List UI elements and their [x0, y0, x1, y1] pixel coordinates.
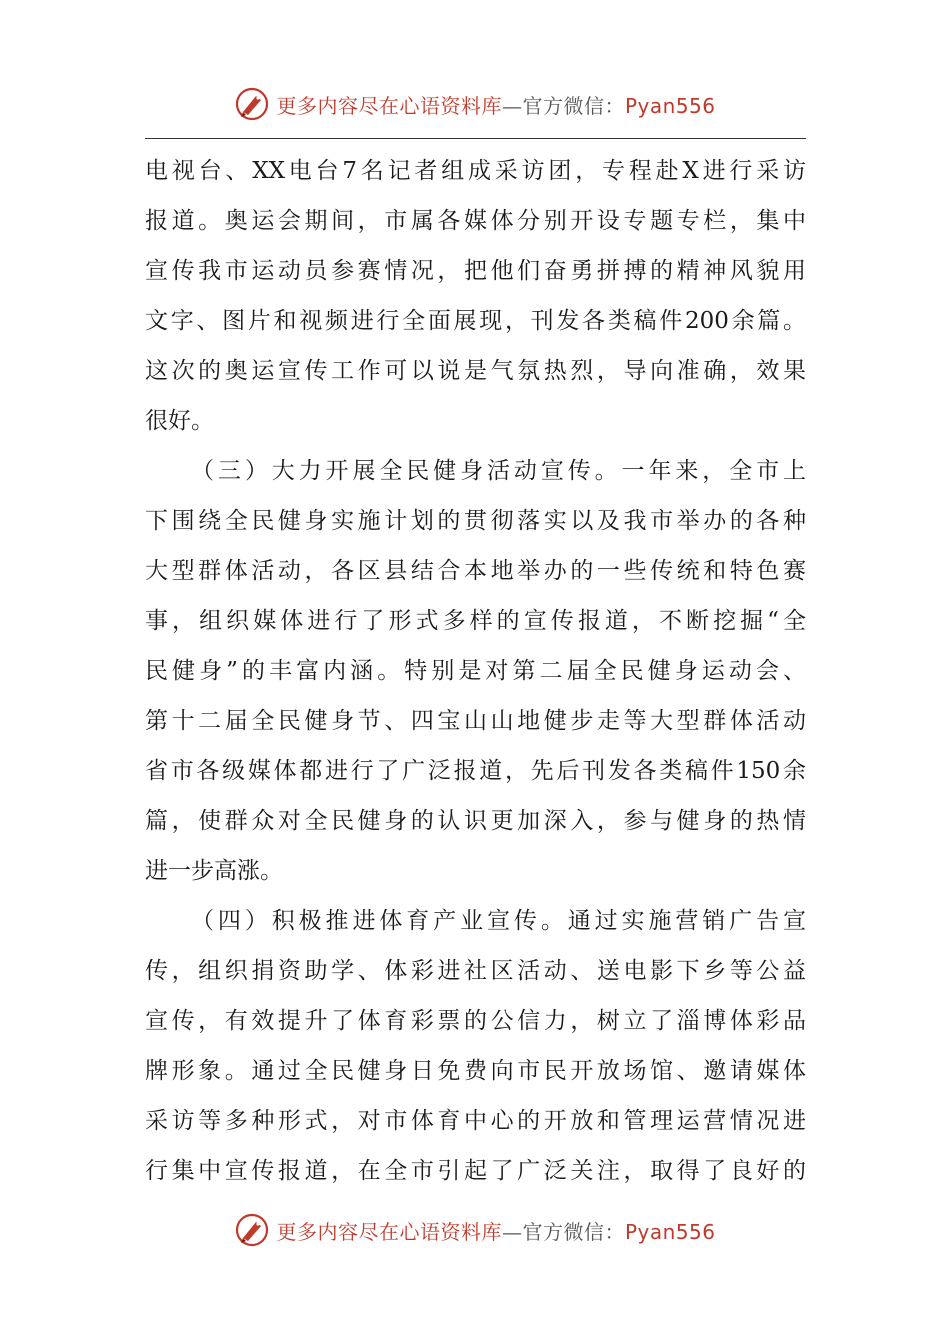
body-line-20: 采访等多种形式，对市体育中心的开放和管理运营情况进: [145, 1108, 806, 1134]
pen-nib-logo-icon: [234, 1212, 270, 1248]
footer-site-text: 更多内容尽在心语资料库: [276, 1219, 502, 1244]
body-line-1: 电视台、XX电台7名记者组成采访团，专程赴X进行采访: [145, 158, 806, 184]
header-divider: [145, 138, 806, 139]
body-line-21: 行集中宣传报道，在全市引起了广泛关注，取得了良好的: [145, 1158, 806, 1184]
section-heading-4: （四）积极推进体育产业宣传。通过实施营销广告宣: [191, 908, 806, 934]
footer-banner-inner: [234, 1212, 715, 1248]
body-line-4: 文字、图片和视频进行全面展现，刊发各类稿件200余篇。: [145, 308, 806, 334]
header-site-text: 更多内容尽在心语资料库: [276, 93, 502, 118]
section-heading-3: （三）大力开展全民健身活动宣传。一年来，全市上: [191, 458, 806, 484]
header-wechat-label: 官方微信：: [522, 93, 625, 118]
body-line-13: 省市各级媒体都进行了广泛报道，先后刊发各类稿件150余: [145, 758, 806, 784]
body-line-12: 第十二届全民健身节、四宝山山地健步走等大型群体活动: [145, 708, 806, 734]
body-line-3: 宣传我市运动员参赛情况，把他们奋勇拼搏的精神风貌用: [145, 258, 806, 284]
body-line-14: 篇，使群众对全民健身的认识更加深入，参与健身的热情: [145, 808, 806, 834]
footer-wechat-label: 官方微信：: [522, 1219, 625, 1244]
header-banner-inner: [234, 86, 715, 122]
header-banner: [0, 82, 950, 126]
pen-nib-logo-icon: [234, 86, 270, 122]
footer-banner: [0, 1208, 950, 1252]
footer-banner-text: [276, 1216, 715, 1245]
body-line-11: 民健身”的丰富内涵。特别是对第二届全民健身运动会、: [145, 658, 806, 684]
document-body: [145, 146, 806, 1196]
body-line-15: 进一步高涨。: [145, 858, 283, 884]
body-line-18: 宣传，有效提升了体育彩票的公信力，树立了淄博体彩品: [145, 1008, 806, 1034]
body-line-2: 报道。奥运会期间，市属各媒体分别开设专题专栏，集中: [145, 208, 806, 234]
body-line-9: 大型群体活动，各区县结合本地举办的一些传统和特色赛: [145, 558, 806, 584]
footer-dash: —: [501, 1219, 523, 1244]
body-line-10: 事，组织媒体进行了形式多样的宣传报道，不断挖掘“全: [145, 608, 806, 634]
header-banner-text: [276, 90, 715, 119]
body-line-8: 下围绕全民健身实施计划的贯彻落实以及我市举办的各种: [145, 508, 806, 534]
header-wechat-id: Pyan556: [624, 93, 716, 118]
body-line-5: 这次的奥运宣传工作可以说是气氛热烈，导向准确，效果: [145, 358, 806, 384]
body-line-19: 牌形象。通过全民健身日免费向市民开放场馆、邀请媒体: [145, 1058, 806, 1084]
header-dash: —: [501, 93, 523, 118]
body-line-6: 很好。: [145, 408, 214, 434]
footer-wechat-id: Pyan556: [624, 1219, 716, 1244]
body-line-17: 传，组织捐资助学、体彩进社区活动、送电影下乡等公益: [145, 958, 806, 984]
